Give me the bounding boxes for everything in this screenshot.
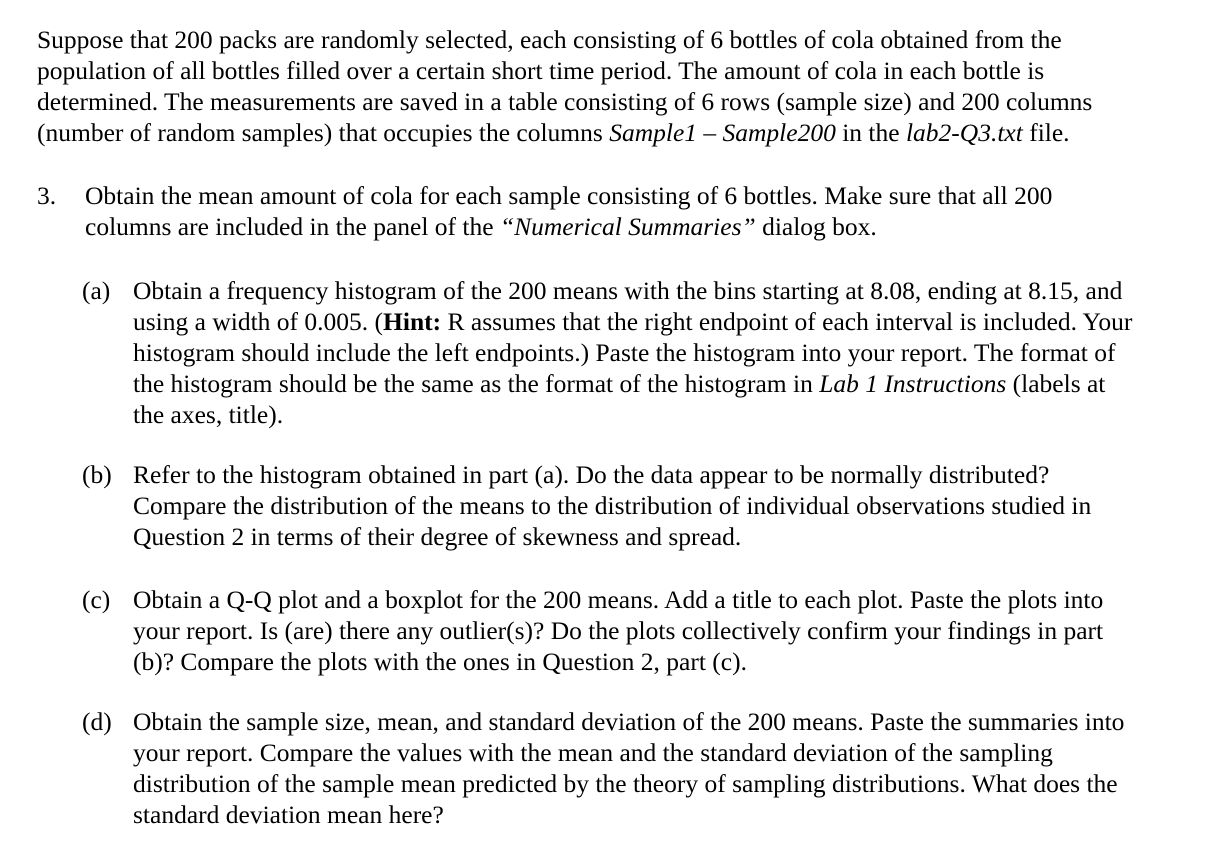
- intro-line-1: Suppose that 200 packs are randomly selected, each consisting of 6 bottles of cola obtained from the: [37, 25, 1062, 54]
- part-b-line-2: Compare the distribution of the means to the distribution of individual observations studied in: [133, 491, 1092, 520]
- part-c-label: (c): [82, 585, 111, 614]
- intro-line-4-text-g: file.: [1022, 118, 1070, 147]
- intro-line-4-text-a: (number of random samples) that occupies the columns: [37, 118, 610, 147]
- part-b-text: [133, 459, 1203, 552]
- part-a-line-4-text-a: the histogram should be the same as the format of the histogram in: [133, 369, 820, 398]
- intro-paragraph: [37, 24, 1207, 148]
- part-d-line-2: your report. Compare the values with the mean and the standard deviation of the sampling: [133, 738, 1053, 767]
- part-d-text: [133, 706, 1203, 830]
- part-c-line-1: Obtain a Q-Q plot and a boxplot for the 200 means. Add a title to each plot. Paste the plots into: [133, 585, 1104, 614]
- part-b-line-3: Question 2 in terms of their degree of skewness and spread.: [133, 522, 742, 551]
- question-3-line-2-text-a: columns are included in the panel of the: [85, 212, 500, 241]
- intro-line-4: [37, 117, 1207, 148]
- part-a-line-2-text-a: using a width of 0.005. (: [133, 307, 384, 336]
- part-a-line-4-text-c: (labels at: [1006, 369, 1106, 398]
- part-a-text: [133, 275, 1203, 430]
- part-d-label: (d): [82, 707, 112, 736]
- part-c-line-2: your report. Is (are) there any outlier(s)? Do the plots collectively confirm your findings in part: [133, 616, 1104, 645]
- question-3-line-2: [85, 211, 1205, 242]
- part-a-line-5: the axes, title).: [133, 400, 284, 429]
- part-a-label: (a): [82, 276, 111, 305]
- part-d-line-3: distribution of the sample mean predicted by the theory of sampling distributions. What does the: [133, 769, 1118, 798]
- question-3-line-1: Obtain the mean amount of cola for each sample consisting of 6 bottles. Make sure that all 200: [85, 181, 1053, 210]
- question-3-line-2-text-c: dialog box.: [755, 212, 877, 241]
- column-name-sample200: Sample200: [722, 118, 836, 147]
- part-d-line-1: Obtain the sample size, mean, and standard deviation of the 200 means. Paste the summaries into: [133, 707, 1125, 736]
- part-a-line-4: [133, 368, 1203, 399]
- intro-line-4-dash: –: [697, 118, 723, 147]
- intro-line-4-text-e: in the: [835, 118, 906, 147]
- part-a-line-1: Obtain a frequency histogram of the 200 means with the bins starting at 8.08, ending at 8.15, and: [133, 276, 1123, 305]
- part-a-line-2-text-c: R assumes that the right endpoint of each interval is included. Your: [441, 307, 1133, 336]
- column-name-sample1: Sample1: [609, 118, 698, 147]
- part-b-line-1: Refer to the histogram obtained in part (a). Do the data appear to be normally distributed?: [133, 460, 1050, 489]
- part-a-line-3: histogram should include the left endpoints.) Paste the histogram into your report. The format of: [133, 338, 1116, 367]
- question-3-text: [85, 180, 1205, 242]
- part-a-line-2: [133, 306, 1203, 337]
- lab-1-instructions-ref: Lab 1 Instructions: [819, 369, 1007, 398]
- intro-line-3: determined. The measurements are saved in a table consisting of 6 rows (sample size) and 200 columns: [37, 87, 1093, 116]
- part-c-text: [133, 584, 1203, 677]
- intro-line-2: population of all bottles filled over a certain short time period. The amount of cola in each bottle is: [37, 56, 1045, 85]
- file-name: lab2-Q3.txt: [905, 118, 1023, 147]
- part-b-label: (b): [82, 460, 112, 489]
- part-c-line-3: (b)? Compare the plots with the ones in Question 2, part (c).: [133, 647, 747, 676]
- question-3-number: 3.: [37, 181, 57, 210]
- hint-label: Hint:: [383, 307, 442, 336]
- dialog-name: “Numerical Summaries”: [499, 212, 756, 241]
- part-d-line-4: standard deviation mean here?: [133, 800, 444, 829]
